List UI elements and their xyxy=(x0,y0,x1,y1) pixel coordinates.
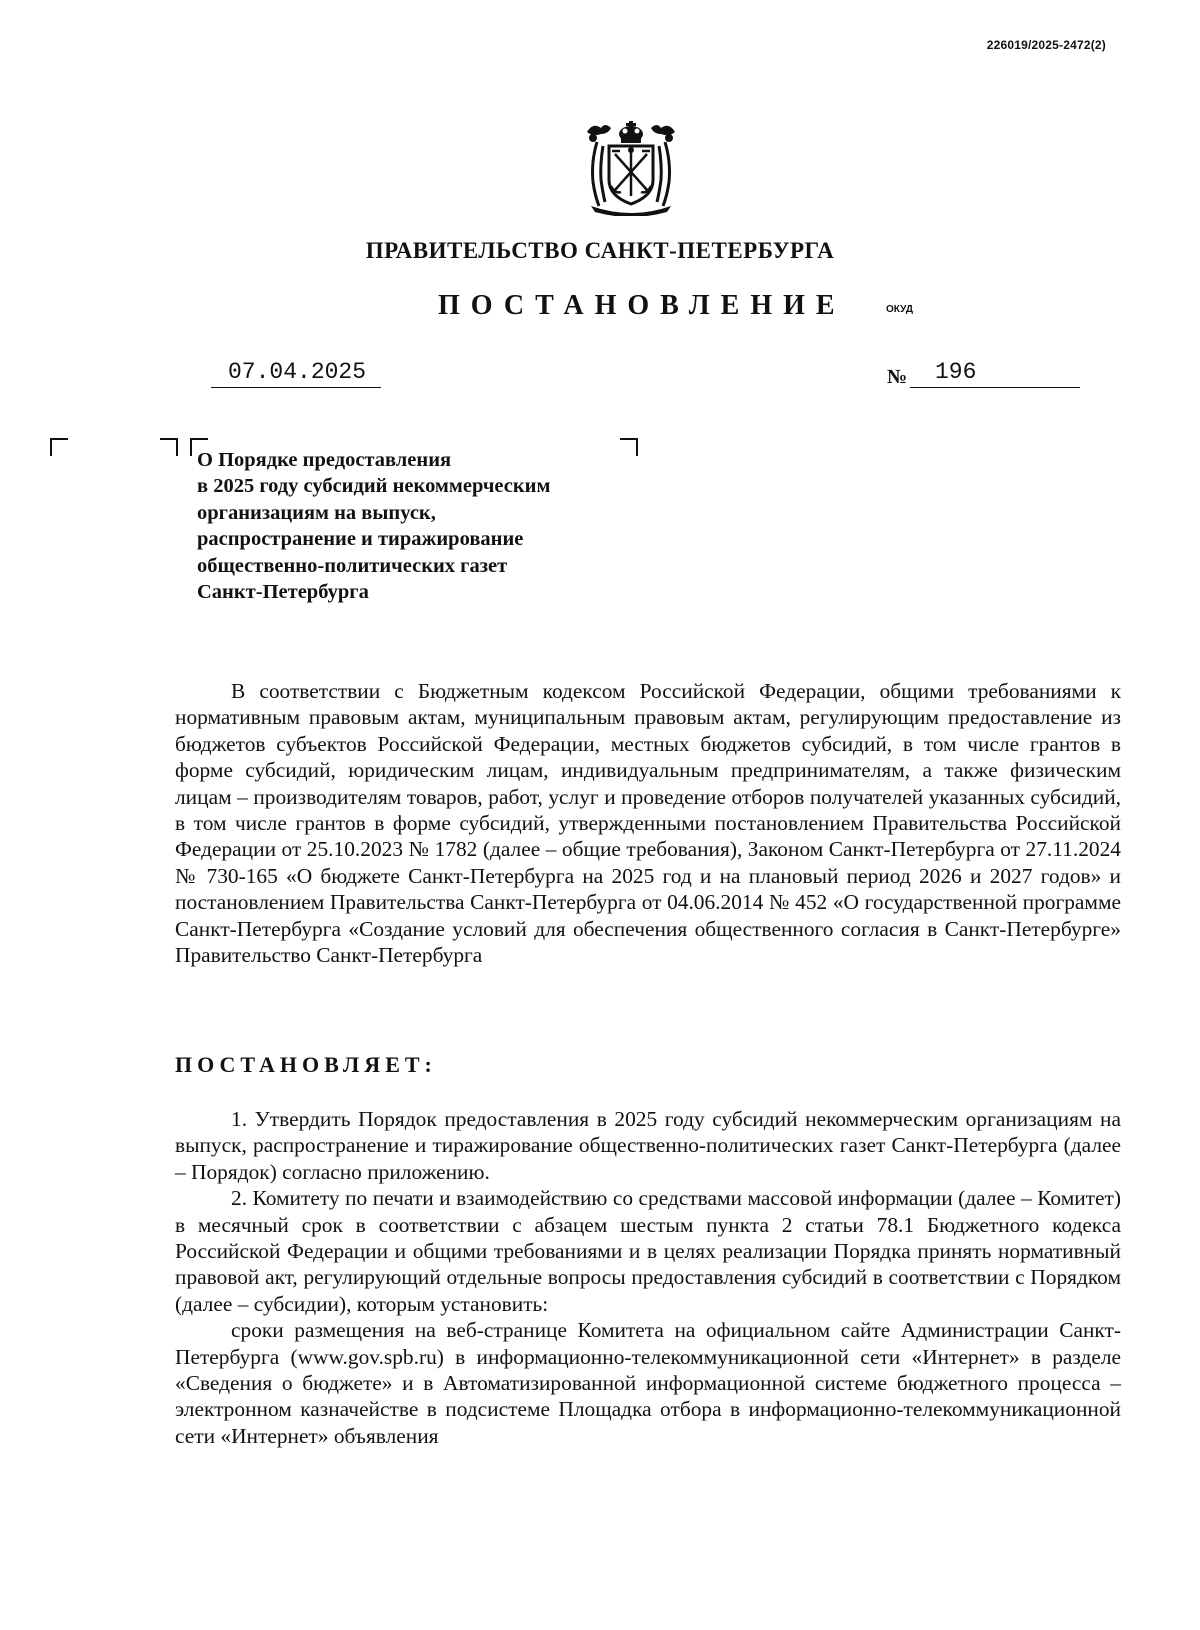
left-corner-mark xyxy=(50,438,68,456)
decree-item-2-subparagraph: сроки размещения на веб-странице Комитета на официальном сайте Администрации Санкт-Петербурга (www.gov.spb.ru) в информационно-телекоммуникационной сети «Интернет» в разделе «Сведения о бюджете» и в Автоматизированной информационной системе бюджетного процесса – электронном казначействе в подсистеме Площадка отбора в информационно-телекоммуникационной сети «Интернет» объявления xyxy=(175,1318,1121,1448)
subject-line: Санкт-Петербурга xyxy=(197,581,369,604)
subject-line: распространение и тиражирование xyxy=(197,528,524,551)
decree-item-2: 2. Комитету по печати и взаимодействию со средствами массовой информации (далее – Комитет) в месячный срок в соответствии с абзацем шестым пункта 2 статьи 78.1 Бюджетного кодекса Российской Федерации и общими требованиями и в целях реализации Порядка принять нормативный правовой акт, регулирующий отдельные вопросы предоставления субсидий в соответствии с Порядком (далее – субсидии), которым установить: xyxy=(175,1186,1121,1316)
st-petersburg-coat-of-arms-icon xyxy=(581,118,681,216)
subject-line: в 2025 году субсидий некоммерческим xyxy=(197,475,551,498)
decree-items xyxy=(175,1106,1121,1449)
government-title: ПРАВИТЕЛЬСТВО САНКТ-ПЕТЕРБУРГА xyxy=(365,238,835,263)
preamble xyxy=(175,678,1121,968)
decree-subject xyxy=(197,447,637,605)
subject-line: общественно-политических газет xyxy=(197,554,508,577)
right-corner-mark xyxy=(160,438,178,456)
document-registration-code: 226019/2025-2472(2) xyxy=(986,38,1106,52)
subject-line: организациям на выпуск, xyxy=(197,501,436,524)
okud-label: ОКУД xyxy=(886,304,913,315)
preamble-paragraph: В соответствии с Бюджетным кодексом Российской Федерации, общими требованиями к нормативным правовым актам, муниципальным правовым актам, регулирующим предоставление из бюджетов субъектов Российской Федерации, местных бюджетов субсидий, в том числе грантов в форме субсидий, юридическим лицам, индивидуальным предпринимателям, а также физическим лицам – производителям товаров, работ, услуг и проведение отборов получателей указанных субсидий, в том числе грантов в форме субсидий, утвержденными постановлением Правительства Российской Федерации от 25.10.2023 № 1782 (далее – общие требования), Законом Санкт-Петербурга от 27.11.2024 № 730-165 «О бюджете Санкт-Петербурга на 2025 год и на плановый период 2026 и 2027 годов» и постановлением Правительства Санкт-Петербурга от 04.06.2014 № 452 «О государственной программе Санкт-Петербурга «Создание условий для обеспечения общественного согласия в Санкт-Петербурге» Правительство Санкт-Петербурга xyxy=(175,679,1121,968)
decree-item-1: 1. Утвердить Порядок предоставления в 2025 году субсидий некоммерческим организациям на выпуск, распространение и тиражирование общественно-политических газет Санкт-Петербурга (далее – Порядок) согласно приложению. xyxy=(175,1107,1121,1184)
decree-title: ПОСТАНОВЛЕНИЕ xyxy=(438,290,846,321)
decree-number-label: № xyxy=(887,366,908,388)
subject-line: О Порядке предоставления xyxy=(197,449,452,471)
resolves-heading: ПОСТАНОВЛЯЕТ: xyxy=(175,1052,437,1077)
decree-number: 196 xyxy=(910,360,1080,388)
decree-date: 07.04.2025 xyxy=(211,360,381,388)
